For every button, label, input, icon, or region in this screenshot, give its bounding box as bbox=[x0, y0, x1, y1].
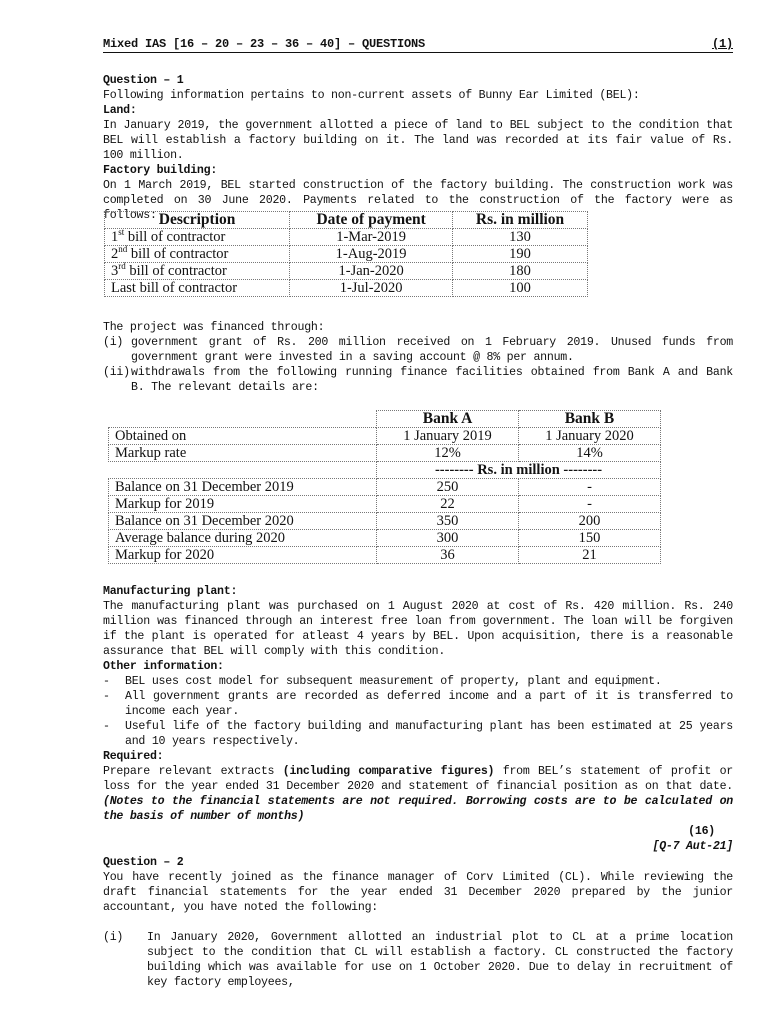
cell-bank-a: 12% bbox=[377, 445, 519, 462]
q2-intro: You have recently joined as the finance manager of Corv Limited (CL). While reviewing the draft financial statements for the year ended 31 December 2020 prepared by the junior accountant, you have noted the following: bbox=[103, 871, 733, 914]
marks: (16) bbox=[688, 825, 715, 838]
q1-intro: Following information pertains to non-current assets of Bunny Ear Limited (BEL): bbox=[103, 89, 640, 102]
list-text: In January 2020, Government allotted an industrial plot to CL at a prime location subject to the condition that CL will establish a factory. CL constructed the factory building which was available for use on 1 October 2020. Due to delay in recruitment of key factory employees, bbox=[147, 931, 733, 989]
cell-bank-b: - bbox=[519, 496, 661, 513]
row-date: 1-Aug-2019 bbox=[290, 246, 453, 263]
list-marker: - bbox=[103, 720, 110, 733]
cell-bank-b: - bbox=[519, 479, 661, 496]
list-item bbox=[103, 689, 733, 719]
row-amount: 190 bbox=[453, 246, 588, 263]
row-amount: 130 bbox=[453, 229, 588, 246]
q1-heading: Question – 1 bbox=[103, 74, 184, 87]
unit-label: -------- Rs. in million -------- bbox=[377, 462, 661, 479]
list-text: BEL uses cost model for subsequent measurement of property, plant and equipment. bbox=[125, 675, 662, 688]
list-text: government grant of Rs. 200 million received on 1 February 2019. Unused funds from government grant were invested in a saving account @ 8% per annum. bbox=[131, 336, 733, 364]
cell-bank-b: 21 bbox=[519, 547, 661, 564]
list-item bbox=[103, 930, 733, 990]
table-row bbox=[109, 496, 661, 513]
row-label: Markup for 2020 bbox=[109, 547, 377, 564]
row-label: Markup rate bbox=[109, 445, 377, 462]
col-header-bank-b: Bank B bbox=[519, 411, 661, 428]
q2-heading: Question – 2 bbox=[103, 856, 184, 869]
question-reference: [Q-7 Aut-21] bbox=[652, 840, 733, 853]
cell-bank-a: 300 bbox=[377, 530, 519, 547]
q1-intro-block bbox=[103, 73, 733, 223]
other-heading: Other information: bbox=[103, 660, 224, 673]
table-row bbox=[105, 263, 588, 280]
plant-block bbox=[103, 584, 733, 854]
land-text: In January 2019, the government allotted a piece of land to BEL subject to the condition that BEL will establish a factory building on it. The land was recorded at its fair value of Rs. 100 million. bbox=[103, 119, 733, 162]
page-number: (1) bbox=[711, 37, 733, 51]
cell-bank-a: 350 bbox=[377, 513, 519, 530]
row-amount: 180 bbox=[453, 263, 588, 280]
table-row bbox=[105, 229, 588, 246]
row-date: 1-Jul-2020 bbox=[290, 280, 453, 297]
table-row bbox=[109, 479, 661, 496]
cell-bank-b: 14% bbox=[519, 445, 661, 462]
row-description: 2nd bill of contractor bbox=[105, 246, 290, 263]
payments-table bbox=[104, 211, 588, 297]
row-label: Average balance during 2020 bbox=[109, 530, 377, 547]
table-row bbox=[109, 513, 661, 530]
row-label: Balance on 31 December 2019 bbox=[109, 479, 377, 496]
col-header-description: Description bbox=[105, 212, 290, 229]
cell-bank-a: 1 January 2019 bbox=[377, 428, 519, 445]
row-label: Obtained on bbox=[109, 428, 377, 445]
row-label: Balance on 31 December 2020 bbox=[109, 513, 377, 530]
list-marker: - bbox=[103, 675, 110, 688]
table-unit-row bbox=[109, 462, 661, 479]
list-item bbox=[103, 365, 733, 395]
list-text: withdrawals from the following running finance facilities obtained from Bank A and Bank B. The relevant details are: bbox=[131, 366, 733, 394]
header-title: Mixed IAS [16 – 20 – 23 – 36 – 40] – QUESTIONS bbox=[103, 37, 426, 51]
factory-text: On 1 March 2019, BEL started construction of the factory building. The construction work was completed on 30 June 2020. Payments related to the construction of the factory were as follows: bbox=[103, 179, 733, 222]
table-row bbox=[109, 428, 661, 445]
table-row bbox=[109, 530, 661, 547]
table-row bbox=[109, 445, 661, 462]
table-header-row bbox=[105, 212, 588, 229]
row-amount: 100 bbox=[453, 280, 588, 297]
cell-bank-a: 22 bbox=[377, 496, 519, 513]
table-row bbox=[105, 280, 588, 297]
table-header-row bbox=[109, 411, 661, 428]
row-description: 3rd bill of contractor bbox=[105, 263, 290, 280]
land-heading: Land: bbox=[103, 104, 137, 117]
list-text: All government grants are recorded as deferred income and a part of it is transferred to income each year. bbox=[125, 690, 733, 718]
table-row bbox=[105, 246, 588, 263]
table-row bbox=[109, 547, 661, 564]
list-marker: - bbox=[103, 690, 110, 703]
col-header-amount: Rs. in million bbox=[453, 212, 588, 229]
required-text: Prepare relevant extracts (including comparative figures) from BEL’s statement of profit or loss for the year ended 31 December 2020 and statement of financial position as on that date. (Notes to the financial statements are not required. Borrowing costs are to be calculated on the basis of number of months) bbox=[103, 765, 733, 823]
list-item bbox=[103, 674, 733, 689]
plant-text: The manufacturing plant was purchased on 1 August 2020 at cost of Rs. 420 million. Rs. 240 million was financed through an interest free loan from government. The loan will be forgiven if the plant is operated for atleast 4 years by BEL. Upon acquisition, there is a reasonable assurance that BEL will comply with this condition. bbox=[103, 600, 733, 658]
list-marker: (ii) bbox=[103, 366, 130, 379]
required-heading: Required: bbox=[103, 750, 164, 763]
cell-bank-b: 150 bbox=[519, 530, 661, 547]
list-text: Useful life of the factory building and manufacturing plant has been estimated at 25 years and 10 years respectively. bbox=[125, 720, 733, 748]
factory-heading: Factory building: bbox=[103, 164, 218, 177]
row-label: Markup for 2019 bbox=[109, 496, 377, 513]
plant-heading: Manufacturing plant: bbox=[103, 585, 238, 598]
financing-block bbox=[103, 320, 733, 395]
list-item bbox=[103, 719, 733, 749]
cell-bank-b: 200 bbox=[519, 513, 661, 530]
col-header-date: Date of payment bbox=[290, 212, 453, 229]
page-header bbox=[103, 37, 733, 53]
cell-bank-a: 250 bbox=[377, 479, 519, 496]
row-date: 1-Jan-2020 bbox=[290, 263, 453, 280]
bank-table bbox=[108, 410, 661, 564]
col-header-bank-a: Bank A bbox=[377, 411, 519, 428]
row-date: 1-Mar-2019 bbox=[290, 229, 453, 246]
list-item bbox=[103, 335, 733, 365]
row-description: 1st bill of contractor bbox=[105, 229, 290, 246]
list-marker: (i) bbox=[103, 931, 124, 944]
cell-bank-b: 1 January 2020 bbox=[519, 428, 661, 445]
financed-intro: The project was financed through: bbox=[103, 321, 325, 334]
cell-bank-a: 36 bbox=[377, 547, 519, 564]
row-description: Last bill of contractor bbox=[105, 280, 290, 297]
q2-block bbox=[103, 855, 733, 990]
list-marker: (i) bbox=[103, 336, 124, 349]
